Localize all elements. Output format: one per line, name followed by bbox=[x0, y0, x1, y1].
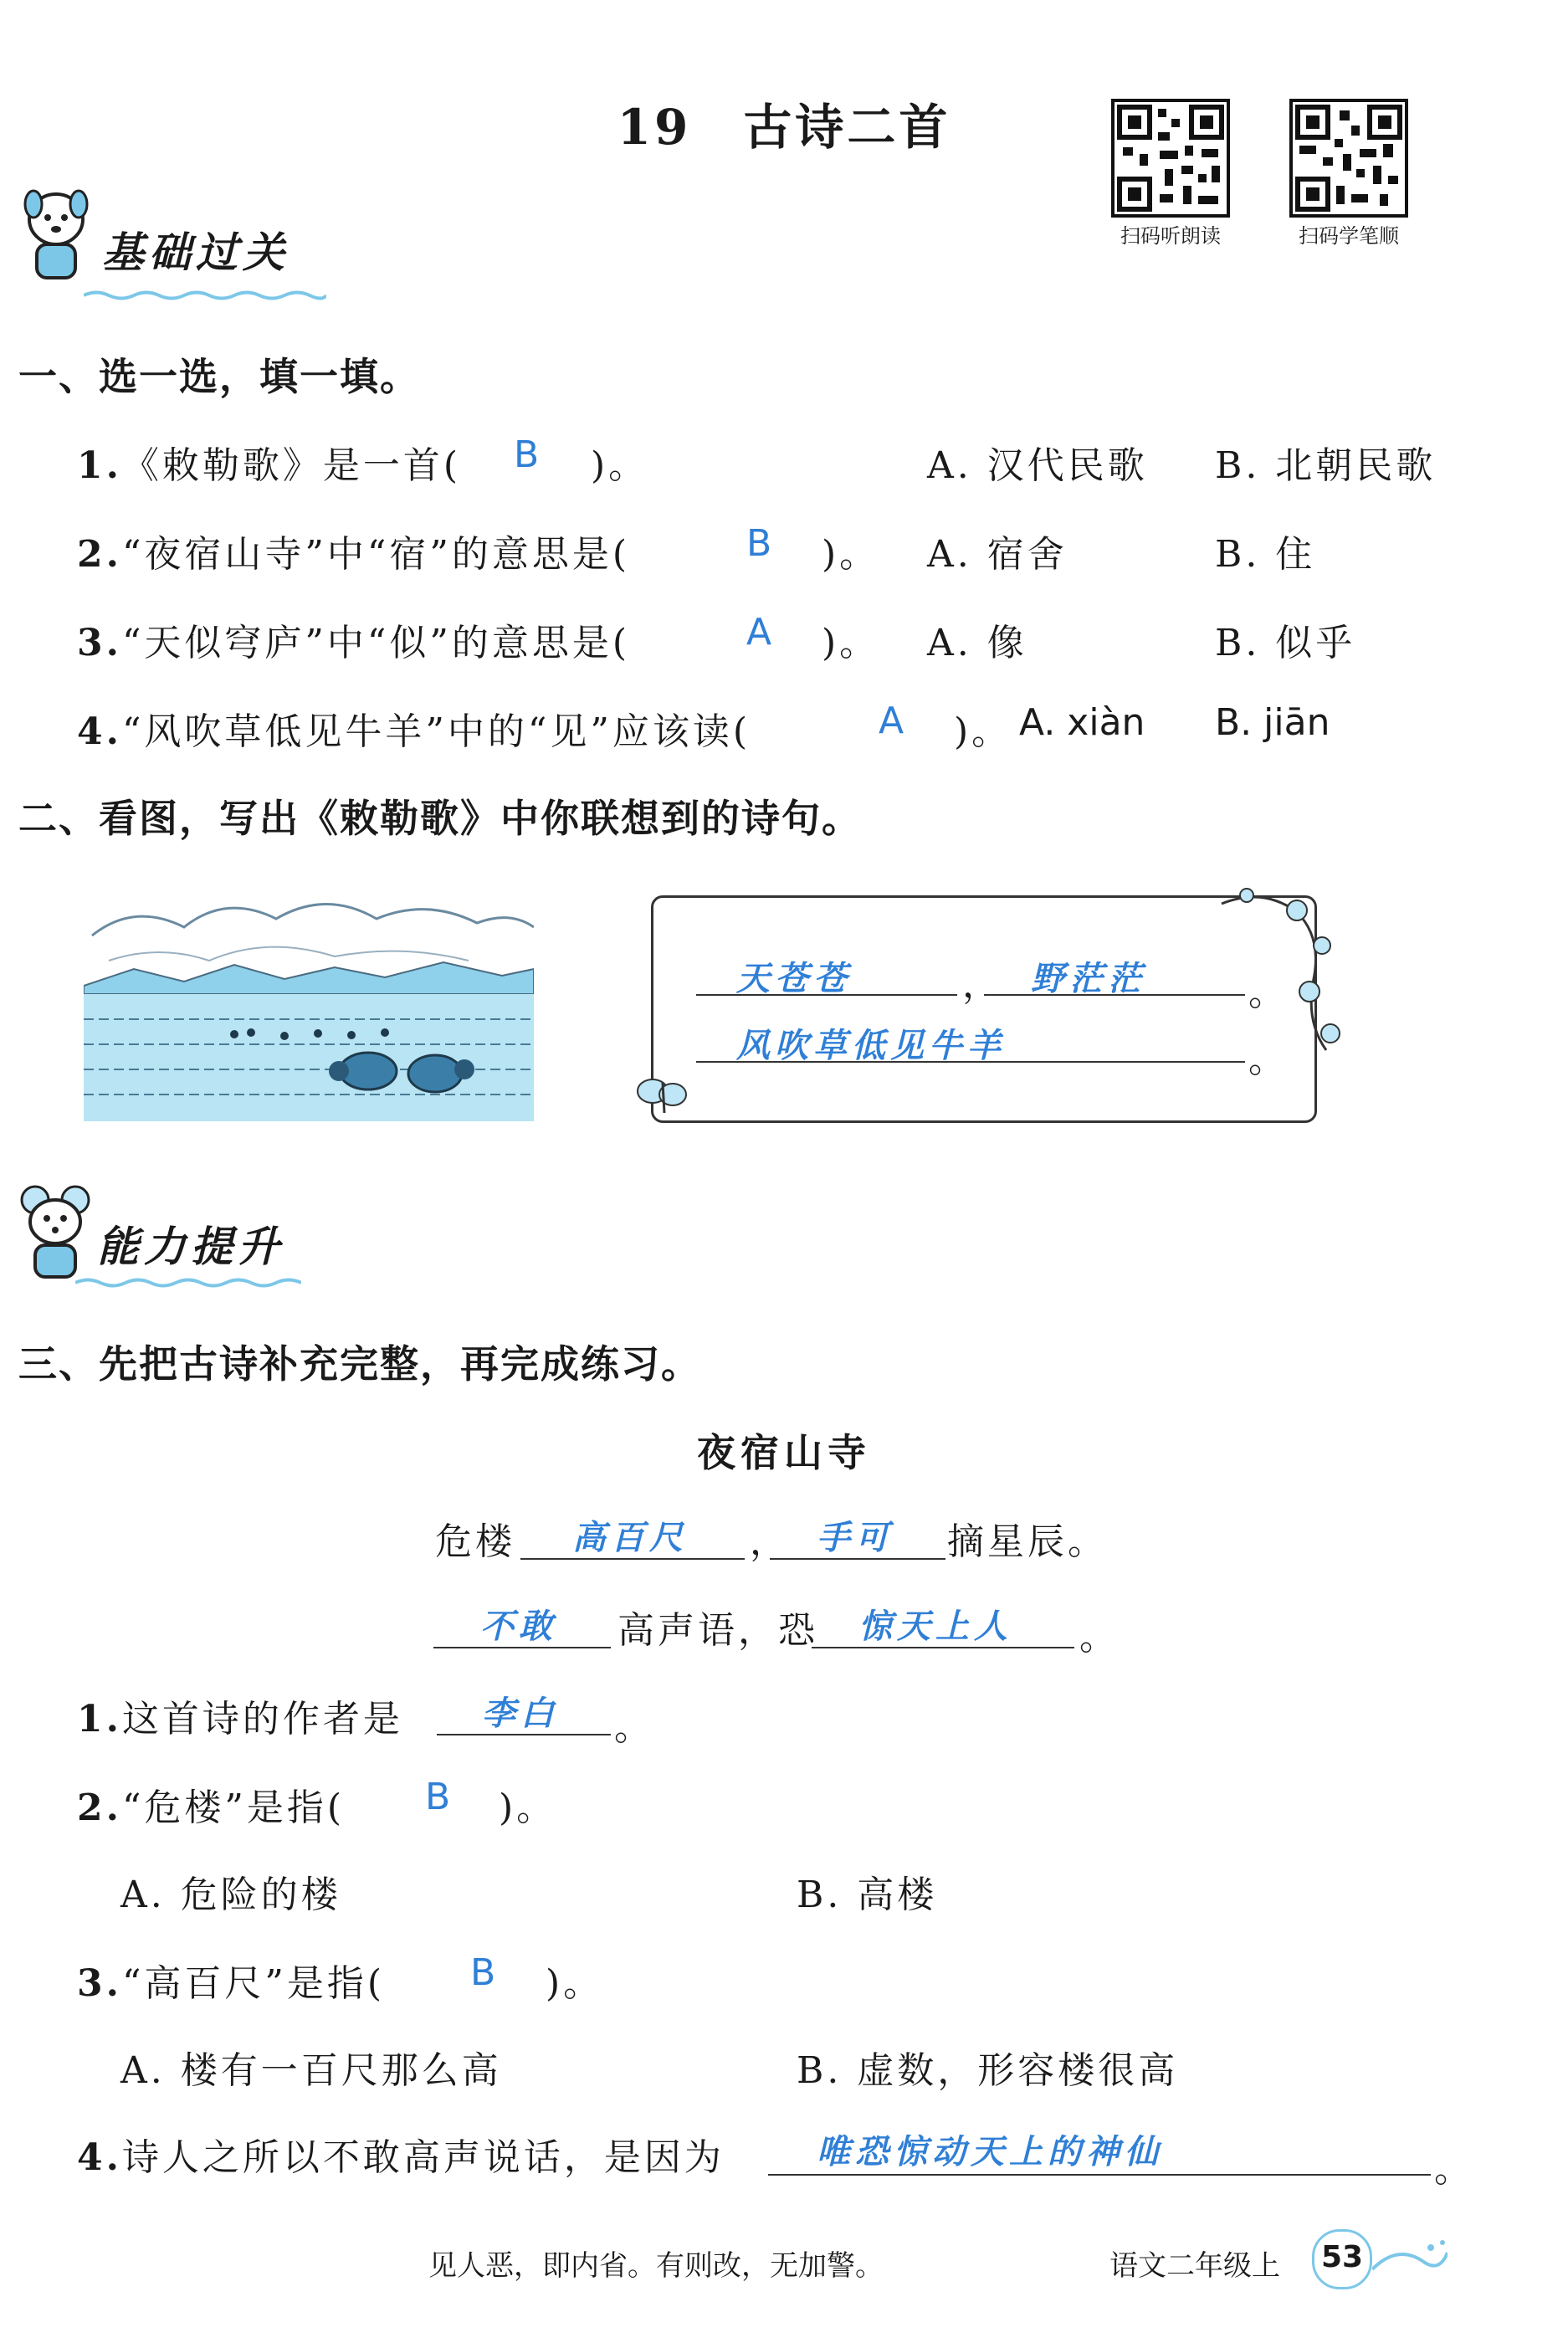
p3-q4-stem bbox=[77, 2127, 725, 2181]
answer-line bbox=[984, 994, 1245, 996]
option-b: B. 高楼 bbox=[797, 1874, 938, 1916]
question-text: “高百尺”是指( bbox=[121, 1962, 386, 2005]
wave-divider bbox=[75, 1276, 301, 1288]
close-paren: )。 bbox=[822, 533, 880, 576]
question-text: 诗人之所以不敢高声说话，是因为 bbox=[121, 2136, 725, 2179]
option-a: A. 宿舍 bbox=[927, 533, 1068, 576]
p1-q4-answer[interactable]: A bbox=[879, 700, 904, 742]
p3-q3-answer[interactable]: B bbox=[470, 1951, 496, 1994]
close-paren: )。 bbox=[546, 1962, 604, 2005]
answer-line bbox=[770, 1558, 945, 1560]
puppy-mascot-icon bbox=[18, 186, 94, 286]
p3-q1-answer[interactable]: 李白 bbox=[482, 1694, 559, 1733]
part3-heading: 三、先把古诗补充完整，再完成练习。 bbox=[18, 1341, 701, 1387]
close-paren: )。 bbox=[822, 622, 880, 664]
question-text: “天似穹庐”中“似”的意思是( bbox=[121, 622, 631, 664]
poem-blank-3[interactable]: 不敢 bbox=[480, 1607, 557, 1646]
butterfly-icon bbox=[634, 1071, 693, 1121]
period: 。 bbox=[1079, 1616, 1120, 1658]
answer-line bbox=[696, 1061, 1245, 1063]
answer-line bbox=[433, 1647, 611, 1648]
mouse-mascot-icon bbox=[18, 1182, 94, 1282]
section-title-basic: 基础过关 bbox=[102, 228, 290, 277]
close-paren: )。 bbox=[591, 444, 649, 487]
answer-line bbox=[520, 1558, 745, 1560]
option-a: A. 像 bbox=[927, 622, 1027, 664]
p1-q1-answer[interactable]: B bbox=[514, 433, 540, 476]
comma: ， bbox=[750, 1520, 790, 1563]
question-number: 4. bbox=[77, 710, 122, 753]
section-title-advanced: 能力提升 bbox=[97, 1222, 284, 1271]
p3-q2-stem bbox=[77, 1777, 345, 1831]
close-paren: )。 bbox=[499, 1787, 557, 1829]
poem-blank-1[interactable]: 高百尺 bbox=[572, 1519, 688, 1557]
poem-blank-4[interactable]: 惊天上人 bbox=[858, 1607, 1012, 1646]
option-a: A. 楼有一百尺那么高 bbox=[120, 2049, 502, 2092]
qr-label-strokes: 扫码学笔顺 bbox=[1299, 224, 1399, 248]
question-number: 4. bbox=[77, 2136, 122, 2179]
qr-code-strokes[interactable] bbox=[1289, 99, 1408, 218]
poem-text: 高声语，恐 bbox=[617, 1609, 818, 1652]
question-number: 2. bbox=[77, 533, 122, 576]
question-text: 这首诗的作者是 bbox=[121, 1698, 403, 1740]
qr-pattern-icon bbox=[1293, 102, 1405, 214]
qr-pattern-icon bbox=[1115, 102, 1227, 214]
part2-heading: 二、看图，写出《敕勒歌》中你联想到的诗句。 bbox=[18, 796, 862, 841]
option-b: B. 住 bbox=[1215, 533, 1316, 576]
period: 。 bbox=[1434, 2148, 1474, 2191]
poem-text: 摘星辰。 bbox=[947, 1520, 1108, 1563]
answer-line bbox=[696, 994, 957, 996]
comma: ， bbox=[962, 963, 1002, 1006]
qr-label-listen: 扫码听朗读 bbox=[1120, 224, 1221, 248]
period: 。 bbox=[1248, 1038, 1289, 1081]
poem-text: 危楼 bbox=[435, 1520, 515, 1563]
option-b: B. 北朝民歌 bbox=[1215, 444, 1437, 487]
option-b: B. 虚数，形容楼很高 bbox=[797, 2049, 1179, 2092]
p2-answer-1[interactable]: 天苍苍 bbox=[736, 960, 852, 998]
option-a: A. 汉代民歌 bbox=[927, 444, 1148, 487]
question-text: “危楼”是指( bbox=[121, 1787, 346, 1829]
p1-q4-stem bbox=[77, 701, 751, 755]
answer-line bbox=[768, 2174, 1431, 2176]
p3-q3-stem bbox=[77, 1953, 385, 2007]
answer-line bbox=[437, 1734, 611, 1735]
option-a: A. xiàn bbox=[1019, 701, 1145, 744]
p1-q3-stem bbox=[77, 613, 630, 666]
page-title: 19 古诗二首 bbox=[617, 99, 951, 156]
answer-line bbox=[812, 1647, 1074, 1648]
p1-q1-stem bbox=[77, 435, 461, 489]
swirl-decoration-icon bbox=[1372, 2236, 1448, 2286]
option-b: B. jiān bbox=[1215, 701, 1330, 744]
p3-q2-answer[interactable]: B bbox=[425, 1776, 451, 1818]
footer-book-label: 语文二年级上 bbox=[1109, 2249, 1280, 2283]
question-number: 3. bbox=[77, 622, 122, 664]
p1-q3-answer[interactable]: A bbox=[746, 611, 772, 654]
question-number: 2. bbox=[77, 1787, 122, 1829]
question-text: “夜宿山寺”中“宿”的意思是( bbox=[121, 533, 631, 576]
option-b: B. 似乎 bbox=[1215, 622, 1356, 664]
p1-q2-answer[interactable]: B bbox=[746, 522, 772, 565]
question-text: 《敕勒歌》是一首( bbox=[121, 444, 462, 487]
poem-blank-2[interactable]: 手可 bbox=[817, 1519, 894, 1557]
part1-heading: 一、选一选，填一填。 bbox=[18, 354, 420, 399]
page-number: 53 bbox=[1312, 2229, 1372, 2289]
wave-divider bbox=[84, 289, 326, 300]
option-a: A. 危险的楼 bbox=[120, 1874, 341, 1916]
close-paren: )。 bbox=[954, 710, 1012, 753]
p2-answer-3[interactable]: 风吹草低见牛羊 bbox=[736, 1027, 1006, 1065]
period: 。 bbox=[1248, 971, 1289, 1014]
question-number: 1. bbox=[77, 444, 122, 487]
p2-answer-2[interactable]: 野茫茫 bbox=[1031, 960, 1146, 998]
p3-q1-stem bbox=[77, 1689, 403, 1742]
grassland-illustration bbox=[84, 885, 534, 1121]
question-number: 1. bbox=[77, 1698, 122, 1740]
question-number: 3. bbox=[77, 1962, 122, 2005]
p1-q2-stem bbox=[77, 524, 630, 577]
footer-motto: 见人恶，即内省。有则改，无加警。 bbox=[428, 2249, 884, 2283]
question-text: “风吹草低见牛羊”中的“见”应该读( bbox=[121, 710, 751, 753]
poem-title: 夜宿山寺 bbox=[697, 1430, 871, 1475]
period: 。 bbox=[614, 1706, 654, 1749]
p3-q4-answer[interactable]: 唯恐惊动天上的神仙 bbox=[817, 2133, 1163, 2171]
qr-code-listen[interactable] bbox=[1111, 99, 1230, 218]
